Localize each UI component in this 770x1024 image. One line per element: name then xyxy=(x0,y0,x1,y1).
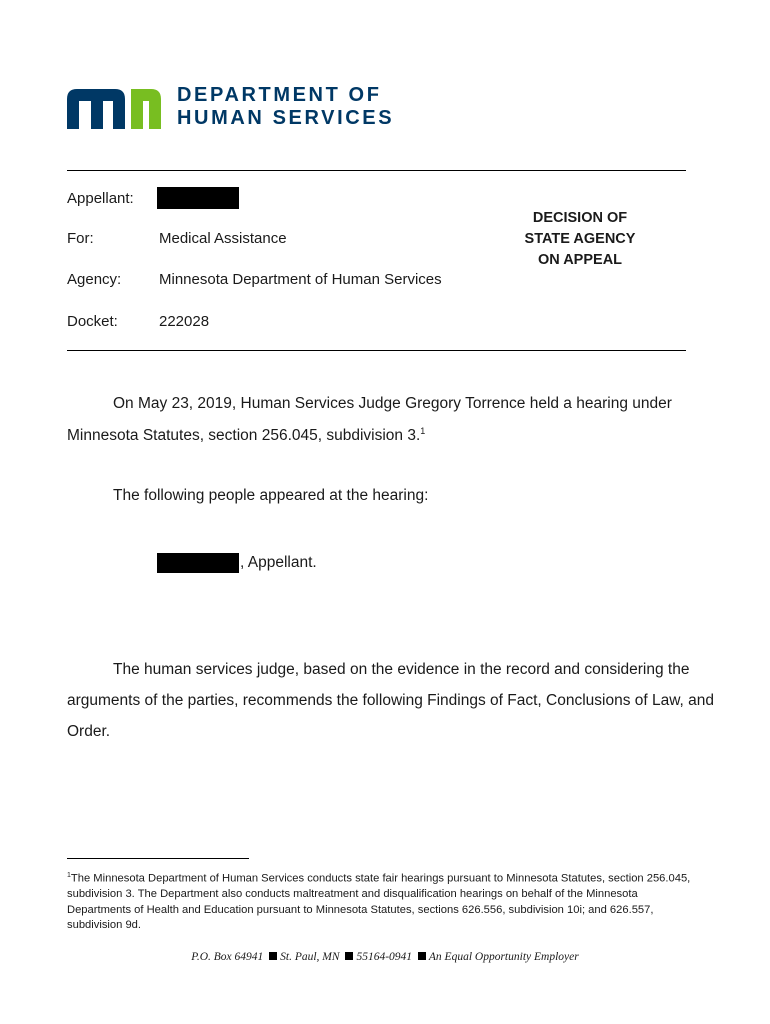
paragraph-1-line-1: On May 23, 2019, Human Services Judge Gregory Torrence held a hearing under xyxy=(113,395,672,412)
square-bullet-icon xyxy=(418,952,426,960)
footer-po-box: P.O. Box 64941 xyxy=(191,951,264,963)
for-label: For: xyxy=(67,230,94,247)
paragraph-3-line-2: arguments of the parties, recommends the following Findings of Fact, Conclusions of Law, and xyxy=(67,692,715,709)
footer-eoe: An Equal Opportunity Employer xyxy=(428,951,579,963)
logo-text-line2: HUMAN SERVICES xyxy=(177,107,395,129)
square-bullet-icon xyxy=(269,952,277,960)
footnote xyxy=(67,868,697,934)
decision-line3: ON APPEAL xyxy=(537,252,623,268)
footnote-text: The Minnesota Department of Human Services conducts state fair hearings pursuant to Minnesota Statutes, section 256.045, subdivision 3. The Department also conducts maltreatment and disqualification hearings on behalf of the Minnesota Departments of Health and Education pursuant to Minnesota Statutes, sections 626.556, subdivision 10i; and 626.557, subdivision 9d. xyxy=(67,872,691,932)
square-bullet-icon xyxy=(345,952,353,960)
header-divider-bottom xyxy=(67,350,686,351)
footer-zip: 55164-0941 xyxy=(356,951,413,963)
footnote-divider xyxy=(67,858,249,859)
agency-value: Minnesota Department of Human Services xyxy=(159,271,442,288)
footnote-number: 1 xyxy=(67,872,71,879)
page-footer xyxy=(0,951,770,963)
department-name xyxy=(177,84,394,130)
footer-city: St. Paul, MN xyxy=(280,951,340,963)
decision-line2: STATE AGENCY xyxy=(524,231,636,247)
header-divider-top xyxy=(67,170,686,171)
paragraph-2: The following people appeared at the hearing: xyxy=(113,487,429,504)
docket-value: 222028 xyxy=(159,313,210,330)
logo-text-line1: DEPARTMENT OF xyxy=(177,84,382,106)
appellant-appearance: , Appellant. xyxy=(240,554,317,571)
appearance-name-redacted xyxy=(157,553,239,573)
docket-label: Docket: xyxy=(67,313,118,330)
mn-logo-mark xyxy=(67,87,163,129)
decision-line1: DECISION OF xyxy=(532,210,628,226)
paragraph-3-line-1: The human services judge, based on the evidence in the record and considering the xyxy=(113,661,690,678)
decision-heading xyxy=(510,208,650,271)
for-value: Medical Assistance xyxy=(159,230,287,247)
dhs-logo xyxy=(67,84,417,132)
appellant-label: Appellant: xyxy=(67,190,134,207)
paragraph-1-line-2 xyxy=(67,426,425,445)
footnote-reference: 1 xyxy=(420,426,426,436)
appellant-name-redacted xyxy=(157,187,239,209)
paragraph-1-line-2-text: Minnesota Statutes, section 256.045, subdivision 3. xyxy=(67,427,421,445)
paragraph-3-line-3: Order. xyxy=(67,723,111,740)
agency-label: Agency: xyxy=(67,271,122,288)
